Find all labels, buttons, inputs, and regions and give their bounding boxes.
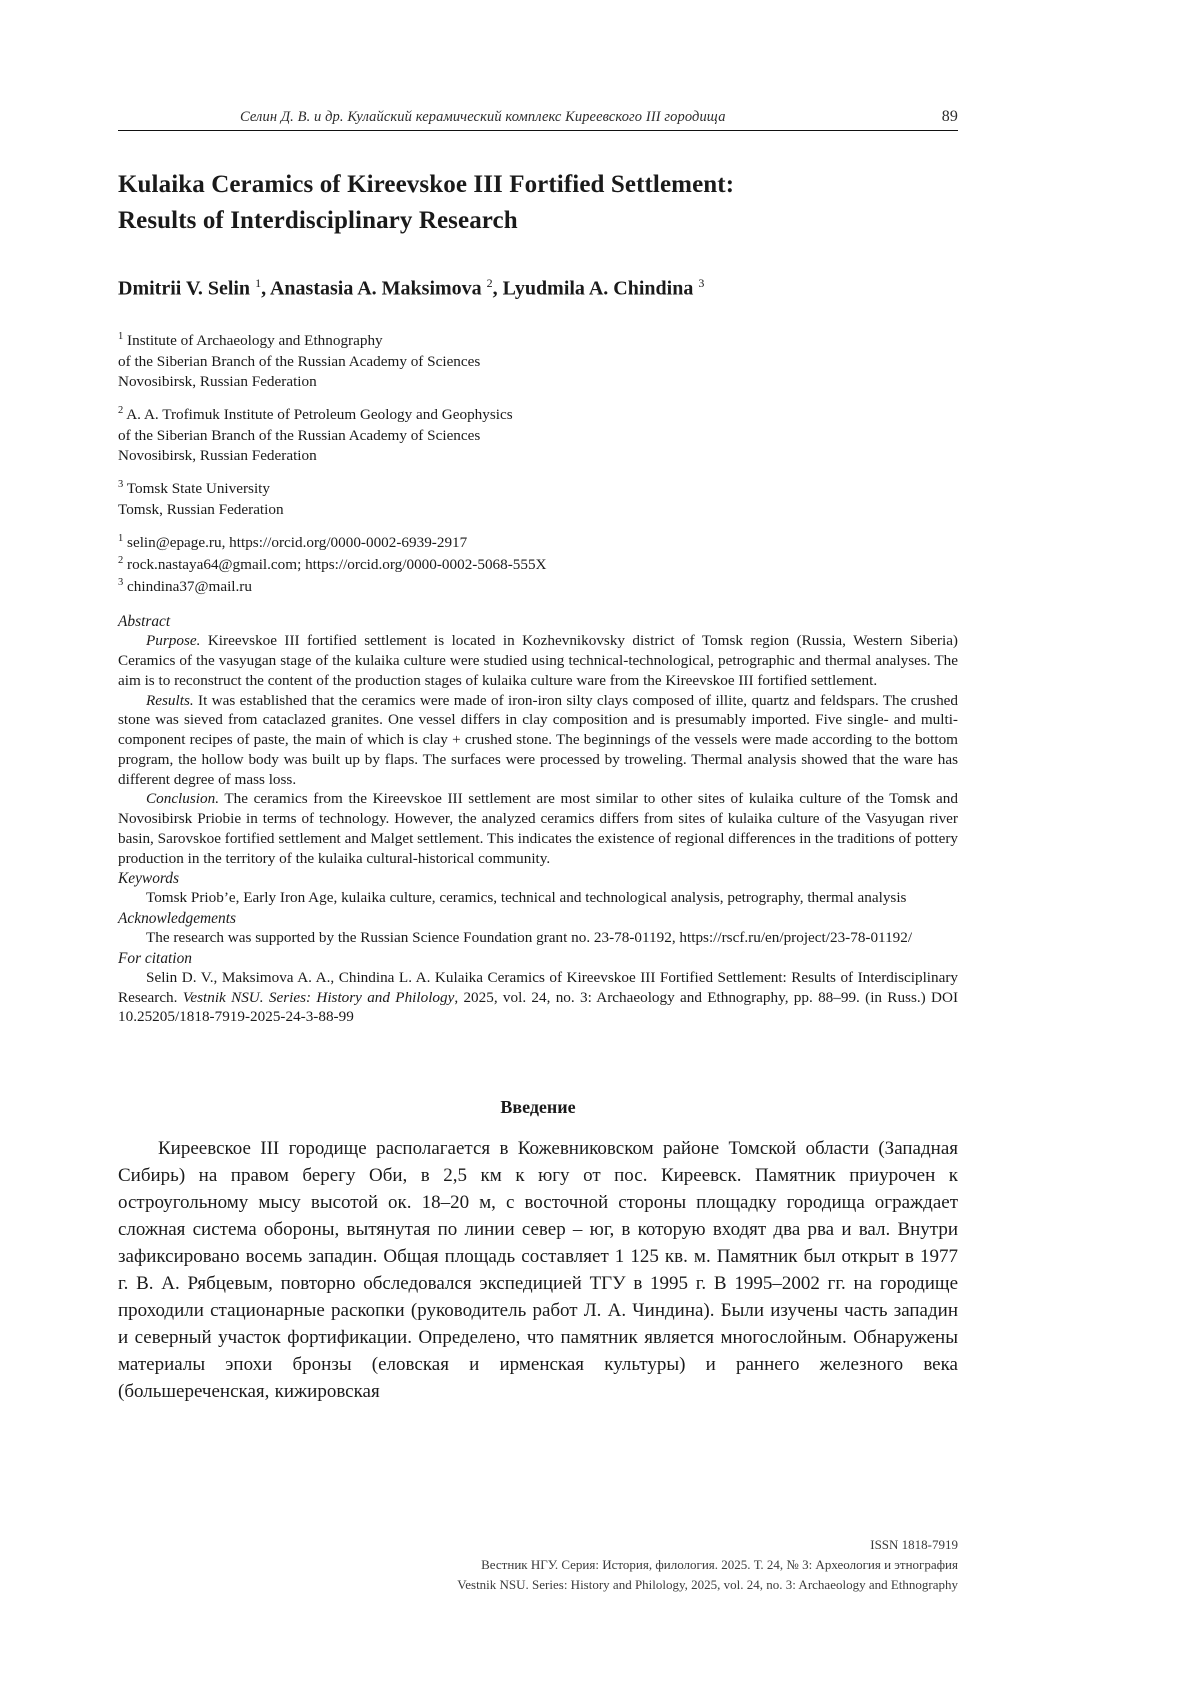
abstract-purpose (118, 631, 958, 690)
header-divider (118, 130, 958, 131)
contact-list (118, 532, 958, 597)
affiliation-2 (118, 404, 958, 466)
abstract-conclusion-label: Conclusion. (146, 790, 219, 808)
affiliation-2-line-3: Novosibirsk, Russian Federation (118, 447, 317, 465)
section-heading-introduction: Введение (500, 1097, 576, 1118)
abstract-results-label: Results. (146, 691, 194, 709)
abstract-results (118, 691, 958, 790)
page-title (118, 167, 958, 240)
page-footer (118, 1535, 958, 1595)
title-line-2: Results of Interdisciplinary Research (118, 207, 518, 235)
running-head-title: Селин Д. В. и др. Кулайский керамический комплекс Киреевского III городища (240, 109, 726, 125)
email-1[interactable]: selin@epage.ru, https://orcid.org/0000-0002-6939-2917 (127, 534, 468, 552)
affiliation-2-line-2: of the Siberian Branch of the Russian Academy of Sciences (118, 426, 481, 444)
author-1-mark: 1 (255, 275, 262, 290)
affiliation-2-mark: 2 (118, 405, 124, 417)
email-2[interactable]: rock.nastaya64@gmail.com; https://orcid.org/0000-0002-5068-555X (127, 556, 547, 574)
affiliation-1 (118, 330, 958, 392)
acknowledgements-block (118, 910, 958, 948)
citation-text (118, 968, 958, 1027)
author-sep-2: , (492, 277, 503, 300)
affiliation-3-mark: 3 (118, 479, 124, 491)
affiliation-3 (118, 478, 958, 520)
author-sep-1: , (261, 277, 270, 300)
abstract-block (118, 613, 958, 868)
author-list (118, 276, 958, 301)
author-3-mark: 3 (698, 275, 705, 290)
citation-block (118, 950, 958, 1027)
abstract-label: Abstract (118, 613, 171, 631)
keywords-block (118, 870, 958, 908)
footer-issn: ISSN 1818-7919 (870, 1537, 958, 1552)
affiliation-3-line-1: Tomsk State University (126, 480, 270, 498)
citation-label: For citation (118, 949, 192, 967)
author-2-mark: 2 (486, 275, 493, 290)
affiliation-3-line-2: Tomsk, Russian Federation (118, 500, 284, 518)
keywords-label: Keywords (118, 870, 179, 888)
keywords-text: Tomsk Priob’e, Early Iron Age, kulaika culture, ceramics, technical and technological analysis, petrography, thermal analysis (146, 889, 907, 907)
affiliation-2-line-1: A. A. Trofimuk Institute of Petroleum Geology and Geophysics (126, 406, 513, 424)
title-line-1: Kulaika Ceramics of Kireevskoe III Fortified Settlement: (118, 171, 735, 198)
abstract-purpose-label: Purpose. (146, 632, 201, 650)
abstract-conclusion-text: The ceramics from the Kireevskoe III settlement are most similar to other sites of kulaika culture of the Tomsk and Novosibirsk Priobie in terms of technology. However, the analyzed ceramics differs from sites of kulaika culture of the Vasyugan river basin, Sarovskoe fortified settlement and Malget settlement. This indicates the existence of regional differences in the traditions of pottery production in the territory of the kulaika cultural-historical community. (118, 790, 958, 867)
acknowledgements-text: The research was supported by the Russian Science Foundation grant no. 23-78-01192, https://rscf.ru/en/project/23-78-01192/ (146, 929, 913, 947)
acknowledgements-label: Acknowledgements (118, 910, 236, 928)
email-3[interactable]: chindina37@mail.ru (127, 577, 252, 595)
affiliation-1-line-2: of the Siberian Branch of the Russian Academy of Sciences (118, 352, 481, 370)
email-3-mark: 3 (118, 576, 124, 588)
abstract-purpose-text: Kireevskoe III fortified settlement is located in Kozhevnikovsky district of Tomsk region (Russia, Western Siberia) Ceramics of the vasyugan stage of the kulaika culture were studied using technical-technological, petrographic and thermal analyses. The aim is to reconstruct the content of the production stages of kulaika culture ware from the Kireevskoe III fortified settlement. (118, 632, 958, 689)
author-2: Anastasia A. Maksimova (269, 277, 487, 300)
page-number: 89 (941, 108, 958, 125)
affiliation-1-line-3: Novosibirsk, Russian Federation (118, 372, 317, 390)
author-1: Dmitrii V. Selin (118, 277, 256, 300)
abstract-conclusion (118, 789, 958, 868)
affiliation-1-line-1: Institute of Archaeology and Ethnography (127, 332, 383, 350)
running-head (118, 108, 958, 126)
citation-part-2: , 2025, vol. 24, no. 3: Archaeology and Ethnography, pp. 88–99. (in Russ.) DOI 10.25205/1818-7919-2025-24-3-88-99 (118, 988, 959, 1026)
affiliation-1-mark: 1 (118, 331, 124, 343)
footer-journal-en: Vestnik NSU. Series: History and Philology, 2025, vol. 24, no. 3: Archaeology and Ethnography (457, 1577, 958, 1593)
footer-journal-ru: Вестник НГУ. Серия: История, филология. 2025. Т. 24, № 3: Археология и этнография (481, 1557, 958, 1573)
author-3: Lyudmila A. Chindina (502, 277, 699, 300)
article-content (118, 108, 958, 1406)
abstract-results-text: It was established that the ceramics were made of iron-iron silty clays composed of illite, quartz and feldspars. The crushed stone was sieved from cataclazed granites. One vessel differs in clay composition and is presumably imported. Five single- and multi-component recipes of paste, the main of which is clay + crushed stone. The beginnings of the vessels were made according to the bottom program, the hollow body was built up by flaps. The surfaces were processed by troweling. Thermal analysis showed that the ware has different degree of mass loss. (118, 691, 958, 788)
introduction-paragraph: Киреевское III городище располагается в Кожевниковском районе Томской области (Западная Сибирь) на правом берегу Оби, в 2,5 км к югу от пос. Киреевск. Памятник приурочен к остроугольному мысу высотой ок. 18–20 м, с восточной стороны площадку городища ограждает сложная система обороны, вытянутая по линии север – юг, в которую входят два рва и вал. Внутри зафиксировано восемь западин. Общая площадь составляет 1 125 кв. м. Памятник был открыт в 1977 г. В. А. Рябцевым, повторно обследовался экспедицией ТГУ в 1995 г. В 1995–2002 гг. на городище проходили стационарные раскопки (руководитель работ Л. А. Чиндина). Были изучены часть западин и северный участок фортификации. Определено, что памятник является многослойным. Обнаружены материалы эпохи бронзы (еловская и ирменская культуры) и раннего железного века (большереченская, кижировская (118, 1138, 958, 1402)
citation-journal: Vestnik NSU. Series: History and Philology (182, 988, 455, 1006)
email-1-mark: 1 (118, 533, 124, 545)
citation-part-1: Selin D. V., Maksimova A. A., Chindina L. A. Kulaika Ceramics of Kireevskoe III Fortified Settlement: Results of Interdisciplinary Research. (118, 968, 958, 1006)
email-2-mark: 2 (118, 554, 124, 566)
